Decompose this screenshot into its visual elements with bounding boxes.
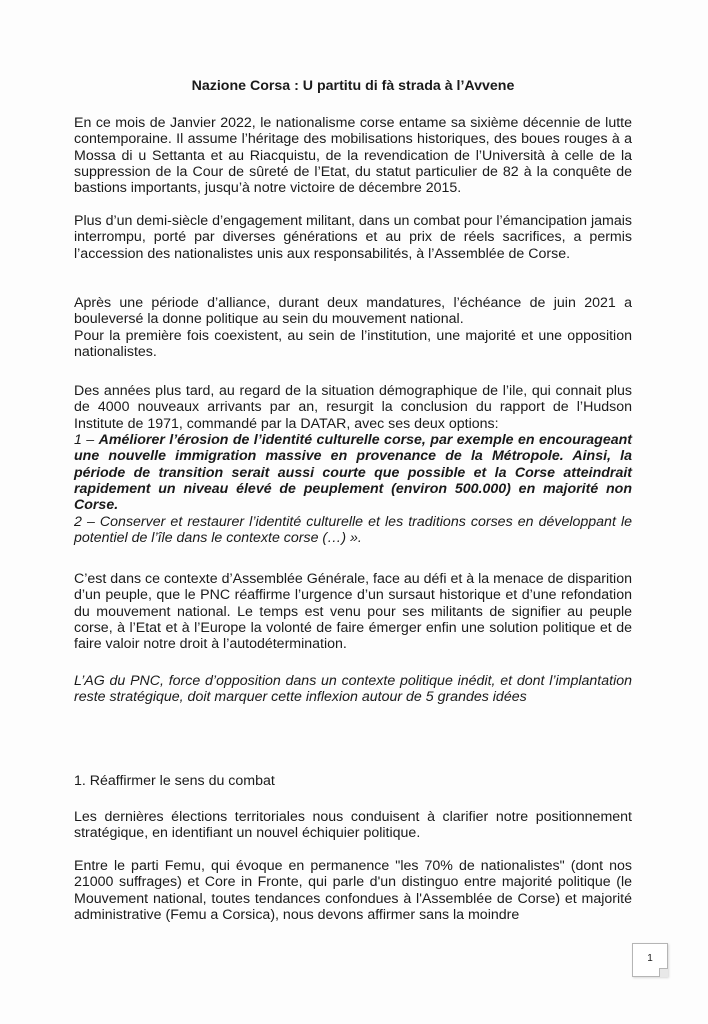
page-number: 1 bbox=[632, 943, 668, 977]
paragraph-ag: L’AG du PNC, force d’opposition dans un contexte politique inédit, et dont l’implantation reste stratégique, doit marquer cette inflexion autour de 5 grandes idées bbox=[74, 673, 632, 706]
paragraph-intro: En ce mois de Janvier 2022, le nationalisme corse entame sa sixième décennie de lutte contemporaine. Il assume l’héritage des mobilisations historiques, des boues rouges à a Mossa di u Settanta et au Riacquistu, de la revendication de l’Università à celle de la suppression de la Cour de sûreté de l’Etat, du statut particulier de 82 à la conquête de bastions importants, jusqu’à notre victoire de décembre 2015. bbox=[74, 115, 632, 197]
document-title: Nazione Corsa : U partitu di fà strada à l’Avvene bbox=[191, 78, 515, 94]
option-1-text: Améliorer l’érosion de l’identité culturelle corse, par exemple en encourageant une nouvelle immigration massive en provenance de la Métropole. Ainsi, la période de transition serait aussi courte que possible et la Corse atteindrait rapidement un niveau élevé de peuplement (environ 500.000) en majorité non Corse. bbox=[74, 432, 632, 514]
option-1 bbox=[74, 432, 632, 513]
paragraph-engagement: Plus d’un demi-siècle d’engagement militant, dans un combat pour l’émancipation jamais interrompu, porté par diverses générations et au prix de réels sacrifices, a permis l’accession des nationalistes unis aux responsabilités, à l’Assemblée de Corse. bbox=[74, 213, 632, 262]
section-heading-1: 1. Réaffirmer le sens du combat bbox=[74, 773, 275, 789]
option-2: 2 – Conserver et restaurer l’identité culturelle et les traditions corses en développant le potentiel de l’île dans le contexte corse (…) ». bbox=[74, 514, 632, 547]
option-1-prefix: 1 – bbox=[74, 432, 99, 448]
paragraph-elections: Les dernières élections territoriales nous conduisent à clarifier notre positionnement stratégique, en identifiant un nouvel échiquier politique. bbox=[74, 809, 632, 842]
paragraph-demography: Des années plus tard, au regard de la situation démographique de l’ile, qui connait plus de 4000 nouveaux arrivants par an, resurgit la conclusion du rapport de l’Hudson Institute de 1971, commandé par la DATAR, avec ses deux options: bbox=[74, 383, 632, 432]
paragraph-alliance: Après une période d’alliance, durant deux mandatures, l’échéance de juin 2021 a bouleversé la donne politique au sein du mouvement national. bbox=[74, 295, 632, 328]
paragraph-femu: Entre le parti Femu, qui évoque en permanence "les 70% de nationalistes" (dont nos 21000 suffrages) et Core in Fronte, qui parle d'un distinguo entre majorité politique (le Mouvement national, toutes tendances confondues à l'Assemblée de Corse) et majorité administrative (Femu a Corsica), nous devons affirmer sans la moindre bbox=[74, 858, 632, 923]
paragraph-context: C’est dans ce contexte d’Assemblée Générale, face au défi et à la menace de disparition d’un peuple, que le PNC réaffirme l’urgence d’un sursaut historique et d’une refondation du mouvement national. Le temps est venu pour ses militants de signifier au peuple corse, à l’Etat et à l’Europe la volonté de faire émerger enfin une solution politique et de faire valoir notre droit à l’autodétermination. bbox=[74, 571, 632, 653]
paragraph-coexistence: Pour la première fois coexistent, au sein de l’institution, une majorité et une opposition nationalistes. bbox=[74, 328, 632, 361]
